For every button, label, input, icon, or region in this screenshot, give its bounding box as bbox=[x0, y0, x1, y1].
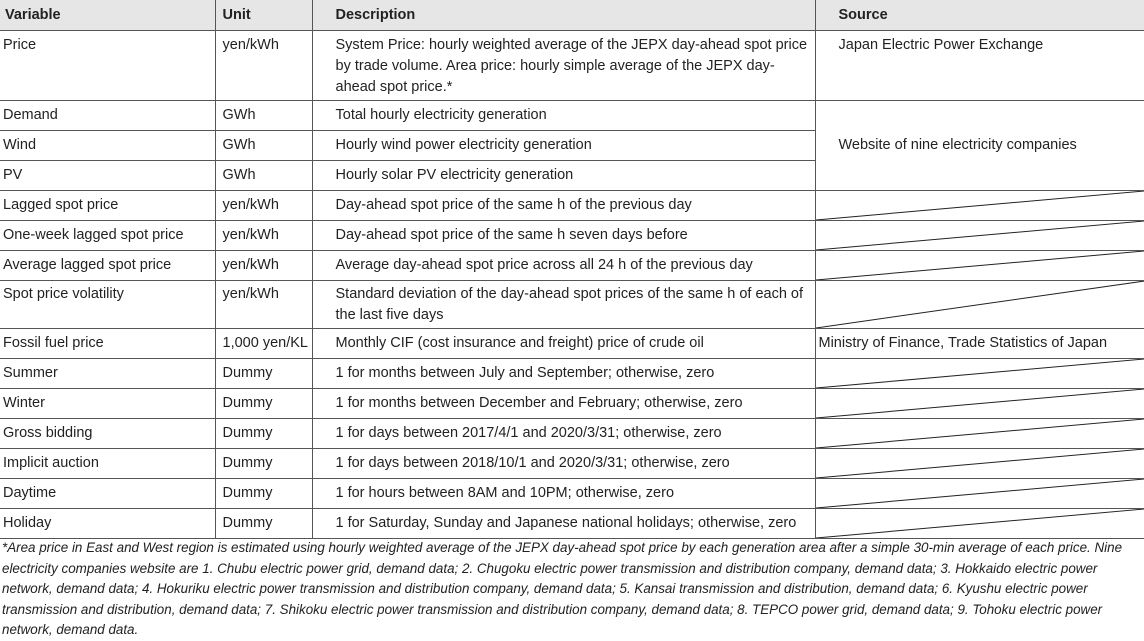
description-cell: System Price: hourly weighted average of the JEPX day-ahead spot price by trade volume. Area price: hourly simple average of the JEPX day-ahead spot price.* bbox=[312, 31, 815, 101]
table-row bbox=[0, 509, 1144, 539]
variable-cell: Spot price volatility bbox=[0, 281, 215, 329]
blank-source-cell bbox=[815, 281, 1144, 329]
unit-cell: GWh bbox=[215, 161, 312, 191]
unit-cell: GWh bbox=[215, 131, 312, 161]
blank-source-cell bbox=[815, 359, 1144, 389]
variable-cell: Fossil fuel price bbox=[0, 329, 215, 359]
variable-cell: Daytime bbox=[0, 479, 215, 509]
table-row bbox=[0, 419, 1144, 449]
description-cell: 1 for days between 2018/10/1 and 2020/3/31; otherwise, zero bbox=[312, 449, 815, 479]
variable-cell: Implicit auction bbox=[0, 449, 215, 479]
table-row bbox=[0, 191, 1144, 221]
unit-cell: GWh bbox=[215, 101, 312, 131]
unit-cell: Dummy bbox=[215, 479, 312, 509]
header-description: Description bbox=[312, 0, 815, 31]
description-cell: Hourly solar PV electricity generation bbox=[312, 161, 815, 191]
source-cell: Website of nine electricity companies bbox=[815, 101, 1144, 191]
footnote-companies-note: Nine electricity companies website are 1. Chubu electric power grid, demand data; 2. Chugoku electric power transmission and distribution company, demand data; 3. Hokkaido electric power network, demand data; 4. Hokuriku electric power transmission and distribution company, demand data; 5. Kansai transmission and distribution, demand data; 6. Kyushu electric power transmission and distribution, demand data; 7. Shikoku electric power transmission and distribution company, demand data; 8. TEPCO power grid, demand data; 9. Tohoku electric power network, demand data. bbox=[2, 540, 1122, 637]
header-row bbox=[0, 0, 1144, 31]
blank-source-cell bbox=[815, 509, 1144, 539]
description-cell: Average day-ahead spot price across all 24 h of the previous day bbox=[312, 251, 815, 281]
table-row bbox=[0, 281, 1144, 329]
unit-cell: Dummy bbox=[215, 389, 312, 419]
description-cell: 1 for days between 2017/4/1 and 2020/3/31; otherwise, zero bbox=[312, 419, 815, 449]
unit-cell: 1,000 yen/KL bbox=[215, 329, 312, 359]
table-row bbox=[0, 359, 1144, 389]
blank-source-cell bbox=[815, 479, 1144, 509]
source-cell: Ministry of Finance, Trade Statistics of Japan bbox=[815, 329, 1144, 359]
variable-cell: Summer bbox=[0, 359, 215, 389]
description-cell: 1 for months between July and September; otherwise, zero bbox=[312, 359, 815, 389]
description-cell: Day-ahead spot price of the same h seven days before bbox=[312, 221, 815, 251]
variable-cell: Winter bbox=[0, 389, 215, 419]
blank-source-cell bbox=[815, 251, 1144, 281]
variable-cell: Holiday bbox=[0, 509, 215, 539]
blank-source-cell bbox=[815, 419, 1144, 449]
unit-cell: yen/kWh bbox=[215, 31, 312, 101]
unit-cell: yen/kWh bbox=[215, 281, 312, 329]
blank-source-cell bbox=[815, 389, 1144, 419]
footnote-asterisk-note: *Area price in East and West region is estimated using hourly weighted average of the JEPX day-ahead spot price by each generation area after a simple 30-min average of each price. bbox=[2, 540, 1091, 555]
unit-cell: Dummy bbox=[215, 359, 312, 389]
source-cell: Japan Electric Power Exchange bbox=[815, 31, 1144, 101]
variable-cell: Gross bidding bbox=[0, 419, 215, 449]
description-cell: 1 for hours between 8AM and 10PM; otherwise, zero bbox=[312, 479, 815, 509]
variable-cell: PV bbox=[0, 161, 215, 191]
description-cell: Monthly CIF (cost insurance and freight) price of crude oil bbox=[312, 329, 815, 359]
blank-source-cell bbox=[815, 191, 1144, 221]
description-cell: 1 for months between December and February; otherwise, zero bbox=[312, 389, 815, 419]
table-row bbox=[0, 221, 1144, 251]
unit-cell: yen/kWh bbox=[215, 251, 312, 281]
variable-cell: Average lagged spot price bbox=[0, 251, 215, 281]
table-row bbox=[0, 479, 1144, 509]
unit-cell: Dummy bbox=[215, 419, 312, 449]
header-source: Source bbox=[815, 0, 1144, 31]
unit-cell: yen/kWh bbox=[215, 191, 312, 221]
table-row bbox=[0, 449, 1144, 479]
variable-cell: Wind bbox=[0, 131, 215, 161]
table-row bbox=[0, 389, 1144, 419]
description-cell: 1 for Saturday, Sunday and Japanese national holidays; otherwise, zero bbox=[312, 509, 815, 539]
description-cell: Standard deviation of the day-ahead spot prices of the same h of each of the last five days bbox=[312, 281, 815, 329]
table-row bbox=[0, 101, 1144, 131]
description-cell: Hourly wind power electricity generation bbox=[312, 131, 815, 161]
unit-cell: Dummy bbox=[215, 449, 312, 479]
variable-cell: Demand bbox=[0, 101, 215, 131]
variable-cell: Price bbox=[0, 31, 215, 101]
blank-source-cell bbox=[815, 449, 1144, 479]
unit-cell: yen/kWh bbox=[215, 221, 312, 251]
unit-cell: Dummy bbox=[215, 509, 312, 539]
description-cell: Total hourly electricity generation bbox=[312, 101, 815, 131]
variable-cell: One-week lagged spot price bbox=[0, 221, 215, 251]
table-row bbox=[0, 31, 1144, 101]
header-variable: Variable bbox=[0, 0, 215, 31]
description-cell: Day-ahead spot price of the same h of the previous day bbox=[312, 191, 815, 221]
table-footnote bbox=[2, 538, 1144, 641]
header-unit: Unit bbox=[215, 0, 312, 31]
table-row bbox=[0, 329, 1144, 359]
table-row bbox=[0, 251, 1144, 281]
blank-source-cell bbox=[815, 221, 1144, 251]
variable-cell: Lagged spot price bbox=[0, 191, 215, 221]
